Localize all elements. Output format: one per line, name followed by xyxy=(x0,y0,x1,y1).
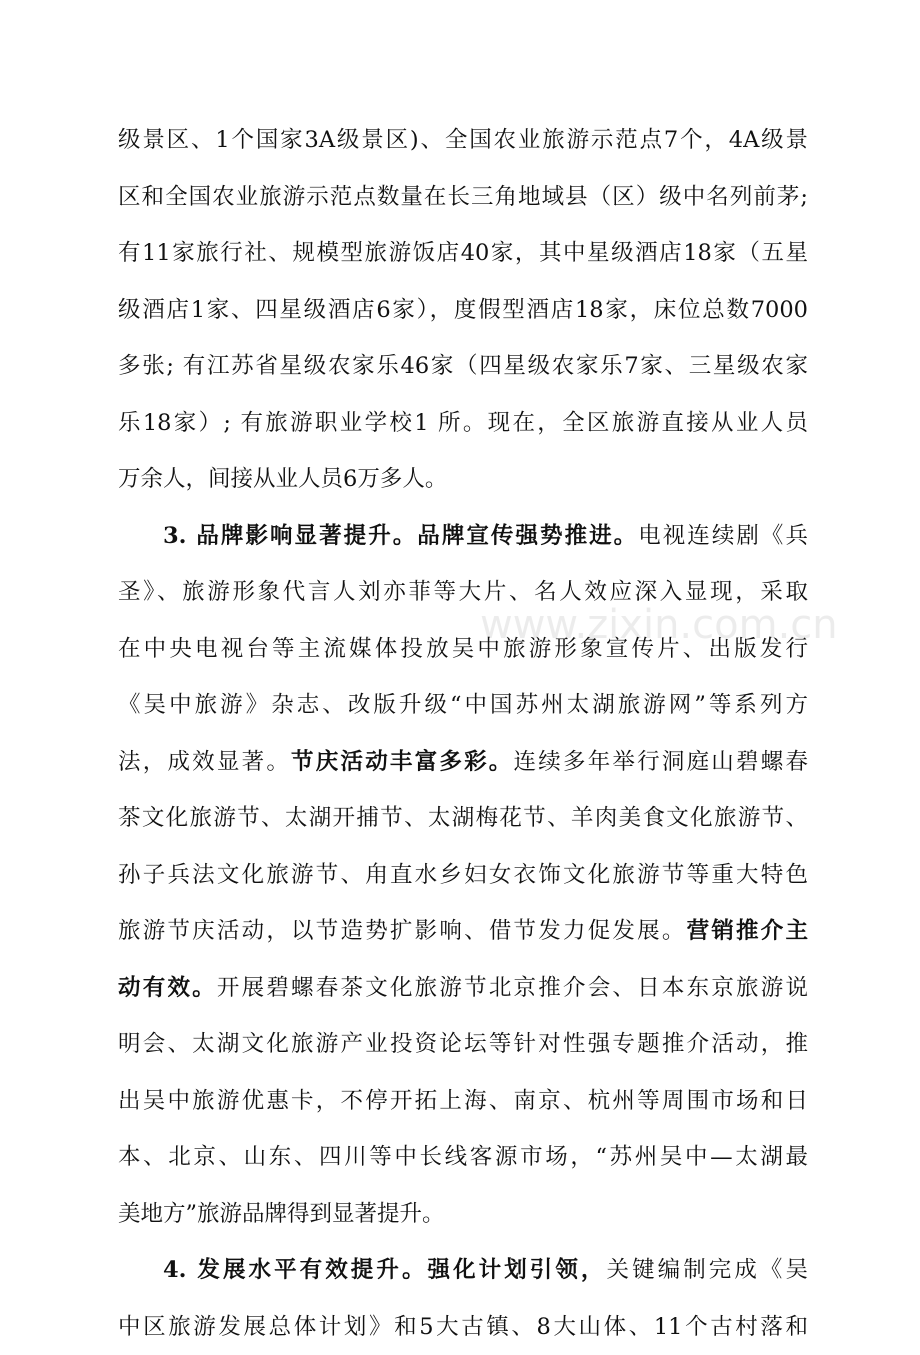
body-text: 中区旅游发展总体计划》和5大古镇、8大山体、11个古村落和 xyxy=(118,1314,808,1340)
body-text: 茶文化旅游节、太湖开捕节、太湖梅花节、羊肉美食文化旅游节、 xyxy=(118,805,808,831)
text-line xyxy=(118,338,808,395)
text-line xyxy=(118,1073,808,1130)
body-text: 美地方”旅游品牌得到显著提升。 xyxy=(118,1201,445,1227)
text-line xyxy=(118,960,808,1017)
body-text: 区和全国农业旅游示范点数量在长三角地域县（区）级中名列前茅; xyxy=(118,184,808,210)
body-text: 连续多年举行洞庭山碧螺春 xyxy=(514,749,808,775)
body-text: 关键编制完成《吴 xyxy=(607,1257,808,1283)
body-text: 乐18家）; 有旅游职业学校1 所。现在，全区旅游直接从业人员 xyxy=(118,410,808,436)
body-text: 在中央电视台等主流媒体投放吴中旅游形象宣传片、出版发行 xyxy=(118,636,808,662)
text-line xyxy=(118,282,808,339)
bold-heading-text: 营销推介主 xyxy=(687,918,808,944)
bold-heading-text: 3. 品牌影响显著提升。品牌宣传强势推进。 xyxy=(163,523,638,549)
body-text: 万余人，间接从业人员6万多人。 xyxy=(118,466,447,492)
text-line xyxy=(118,225,808,282)
text-line xyxy=(118,621,808,678)
body-text: 级酒店1家、四星级酒店6家），度假型酒店18家，床位总数7000 xyxy=(118,297,808,323)
bold-heading-text: 4. 发展水平有效提升。强化计划引领， xyxy=(163,1257,607,1283)
text-line xyxy=(118,451,808,508)
body-text: 法，成效显著。 xyxy=(118,749,291,775)
bold-heading-text: 动有效。 xyxy=(118,975,217,1001)
text-line xyxy=(118,508,808,565)
text-line xyxy=(118,1242,808,1299)
body-text: 孙子兵法文化旅游节、甪直水乡妇女衣饰文化旅游节等重大特色 xyxy=(118,862,808,888)
body-text: 开展碧螺春茶文化旅游节北京推介会、日本东京旅游说 xyxy=(217,975,808,1001)
bold-heading-text: 节庆活动丰富多彩。 xyxy=(291,749,514,775)
body-text: 明会、太湖文化旅游产业投资论坛等针对性强专题推介活动，推 xyxy=(118,1031,808,1057)
watermark: www.zixin.com.cn xyxy=(480,602,838,648)
text-line xyxy=(118,734,808,791)
body-text: 有11家旅行社、规模型旅游饭店40家，其中星级酒店18家（五星 xyxy=(118,240,808,266)
text-line xyxy=(118,112,808,169)
body-text: 电视连续剧《兵 xyxy=(638,523,808,549)
document-body xyxy=(118,112,808,1355)
body-text: 级景区、1个国家3A级景区)、全国农业旅游示范点7个，4A级景 xyxy=(118,127,808,153)
body-text: 本、北京、山东、四川等中长线客源市场，“苏州吴中—太湖最 xyxy=(118,1144,808,1170)
text-line xyxy=(118,1186,808,1243)
text-line xyxy=(118,677,808,734)
text-line xyxy=(118,1299,808,1355)
body-text: 圣》、旅游形象代言人刘亦菲等大片、名人效应深入显现，采取 xyxy=(118,579,808,605)
text-line xyxy=(118,790,808,847)
text-line xyxy=(118,847,808,904)
text-line xyxy=(118,1016,808,1073)
body-text: 《吴中旅游》杂志、改版升级“中国苏州太湖旅游网”等系列方 xyxy=(118,692,808,718)
text-line xyxy=(118,1129,808,1186)
text-line xyxy=(118,903,808,960)
text-line xyxy=(118,169,808,226)
text-line xyxy=(118,564,808,621)
body-text: 多张; 有江苏省星级农家乐46家（四星级农家乐7家、三星级农家 xyxy=(118,353,808,379)
body-text: 旅游节庆活动，以节造势扩影响、借节发力促发展。 xyxy=(118,918,687,944)
text-line xyxy=(118,395,808,452)
body-text: 出吴中旅游优惠卡，不停开拓上海、南京、杭州等周围市场和日 xyxy=(118,1088,808,1114)
